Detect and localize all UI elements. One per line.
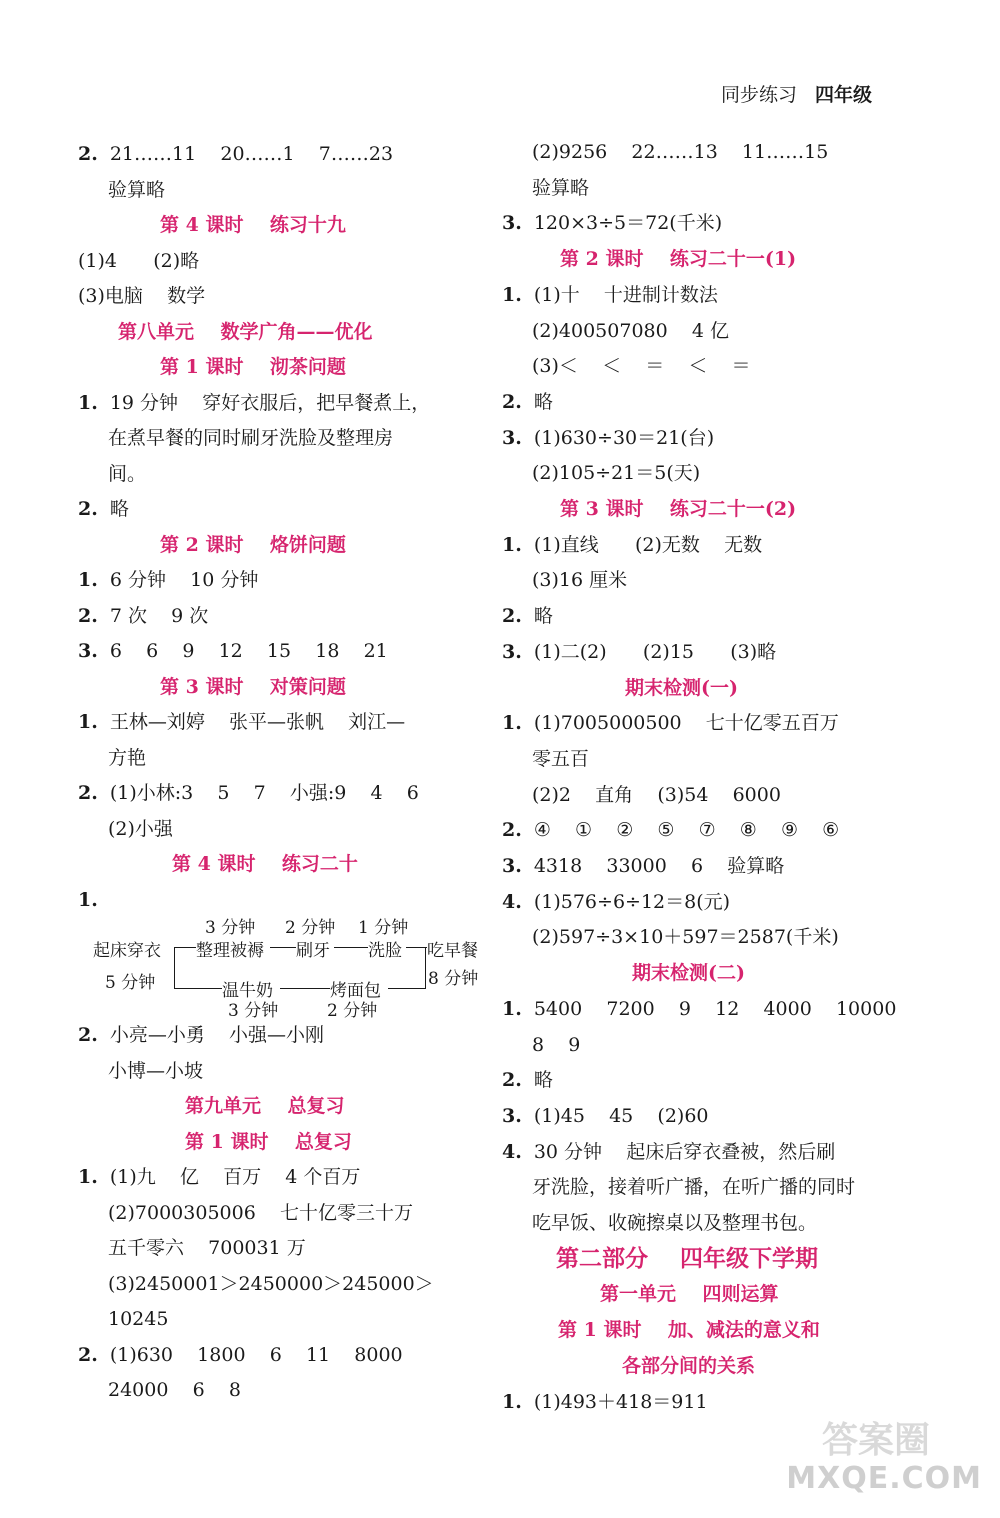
answer-line: 零五百	[532, 747, 590, 770]
time-bot1: 3 分钟	[228, 1001, 279, 1021]
answer-line: 10245	[108, 1308, 169, 1330]
answer-line: (2)105÷21＝5(天)	[532, 462, 701, 485]
answer-item	[502, 1104, 709, 1128]
line-top-a	[174, 947, 196, 948]
answer-item	[502, 1068, 553, 1092]
line-top-d	[406, 947, 427, 948]
answer-line: 在煮早餐的同时刷牙洗脸及整理房	[108, 427, 394, 449]
answer-item	[78, 1023, 324, 1047]
answer-item	[78, 710, 405, 734]
answer-line: 小博—小坡	[108, 1059, 204, 1082]
answer-item	[502, 426, 714, 450]
item-number: 1.	[78, 1166, 98, 1188]
section-heading: 第 4 课时 练习十九	[160, 214, 346, 236]
item-number: 2.	[78, 498, 98, 520]
section-heading: 第 3 课时 练习二十一(2)	[560, 498, 797, 520]
item-text: ④ ① ② ⑤ ⑦ ⑧ ⑨ ⑥	[533, 819, 840, 842]
answer-line: (2)小强	[108, 817, 173, 840]
answer-item	[78, 1343, 403, 1367]
item-number: 1.	[502, 283, 522, 306]
answer-line: (2)9256 22……13 11……15	[532, 141, 829, 163]
item-number: 1.	[78, 391, 98, 414]
section-heading: 第 2 课时 练习二十一(1)	[560, 248, 797, 271]
item-number: 2.	[78, 782, 98, 804]
item-text: 7 次 9 次	[109, 604, 209, 627]
item-number: 2.	[78, 1343, 98, 1366]
section-heading: 第 1 课时 总复习	[185, 1130, 352, 1153]
item-text: 19 分钟 穿好衣服后，把早餐煮上，	[109, 391, 431, 414]
item-text: 王林—刘婷 张平—张帆 刘江—	[109, 711, 406, 733]
item-number: 3.	[502, 1104, 522, 1127]
answer-item	[78, 888, 110, 912]
item-number: 4.	[502, 890, 522, 913]
answer-line: 五千零六 700031 万	[108, 1237, 306, 1259]
schedule-diagram	[90, 910, 500, 1020]
item-number: 1.	[78, 888, 98, 911]
answer-item	[502, 211, 722, 235]
answer-item	[502, 604, 553, 628]
item-number: 3.	[502, 640, 522, 663]
answer-item	[78, 391, 430, 415]
line-right-v	[425, 947, 426, 989]
section-heading: 第 1 课时 沏茶问题	[160, 356, 346, 378]
step-start: 起床穿衣	[93, 941, 161, 961]
item-text: 略	[533, 390, 553, 413]
item-number: 3.	[502, 212, 522, 235]
item-number: 3.	[502, 855, 522, 877]
answer-item	[502, 533, 762, 557]
section-heading: 第八单元 数学广角——优化	[118, 320, 373, 343]
answer-item	[502, 390, 553, 414]
item-text: (1)493＋418＝911	[533, 1390, 708, 1413]
item-number: 3.	[78, 640, 98, 662]
answer-item	[502, 711, 839, 735]
item-text: 4318 33000 6 验算略	[533, 855, 785, 877]
answer-line: 牙洗脸，接着听广播，在听广播的同时	[532, 1176, 856, 1199]
answer-item	[78, 604, 208, 628]
item-number: 4.	[502, 1140, 522, 1163]
time-right: 8 分钟	[428, 969, 479, 989]
answer-line: 方艳	[108, 746, 147, 769]
answer-line: (2)2 直角 (3)54 6000	[532, 783, 781, 806]
item-text: (1)二(2) (2)15 (3)略	[533, 640, 777, 663]
item-number: 1.	[502, 1390, 522, 1413]
answer-item	[502, 1390, 708, 1414]
answer-line: (3)＜ ＜ ＝ ＜ ＝	[532, 355, 751, 378]
answer-item	[502, 997, 896, 1021]
section-heading: 第 4 课时 练习二十	[172, 853, 358, 875]
step-bot1: 温牛奶	[222, 981, 273, 1001]
answer-item	[78, 639, 388, 663]
item-text: (1)直线 (2)无数 无数	[533, 533, 763, 556]
watermark-logo: 答案圈	[821, 1420, 930, 1461]
item-text: (1)630÷30＝21(台)	[533, 426, 715, 449]
time-left: 5 分钟	[105, 973, 156, 993]
answer-line: 8 9	[532, 1033, 581, 1056]
item-text: 小亮—小勇 小强—小刚	[109, 1024, 325, 1046]
line-bot-a	[174, 988, 222, 989]
item-text: 6 6 9 12 15 18 21	[109, 640, 388, 662]
answer-item	[502, 890, 730, 914]
step-top2: 刷牙	[296, 941, 330, 961]
line-bot-b	[280, 988, 330, 989]
line-bot-c	[388, 988, 425, 989]
answer-item	[502, 818, 839, 842]
item-number: 1.	[502, 997, 522, 1020]
time-top2: 2 分钟	[285, 918, 336, 938]
item-text: 略	[109, 498, 129, 520]
item-text: (1)九 亿 百万 4 个百万	[109, 1166, 361, 1188]
item-text: 5400 7200 9 12 4000 10000	[533, 997, 897, 1020]
answer-line: (1)4 (2)略	[78, 249, 200, 272]
item-text: 略	[533, 1069, 553, 1092]
section-heading: 第九单元 总复习	[185, 1095, 345, 1117]
section-heading: 第 1 课时 加、减法的意义和	[558, 1319, 820, 1342]
item-number: 1.	[78, 569, 98, 591]
watermark-site: MXQE.COM	[786, 1461, 982, 1496]
item-number: 1.	[502, 712, 522, 735]
time-bot2: 2 分钟	[327, 1001, 378, 1021]
answer-item	[78, 568, 258, 592]
answer-item	[78, 142, 393, 166]
section-heading: 期末检测(二)	[632, 962, 745, 985]
item-text: (1)630 1800 6 11 8000	[109, 1343, 403, 1366]
item-number: 2.	[78, 1024, 98, 1046]
section-heading: 第二部分 四年级下学期	[556, 1244, 819, 1272]
item-number: 2.	[502, 605, 522, 628]
answer-item	[502, 854, 784, 878]
answer-line: 验算略	[108, 178, 166, 201]
section-heading: 第一单元 四则运算	[600, 1283, 779, 1306]
item-text: (1)45 45 (2)60	[533, 1104, 709, 1127]
grade-label: 四年级	[814, 84, 872, 106]
answer-line: 24000 6 8	[108, 1379, 241, 1401]
item-text: 略	[533, 605, 553, 628]
answer-item	[502, 1140, 835, 1164]
answer-item	[502, 640, 776, 664]
item-number: 1.	[502, 533, 522, 556]
item-text: 30 分钟 起床后穿衣叠被，然后刷	[533, 1140, 836, 1163]
item-text: (1)十 十进制计数法	[533, 283, 718, 306]
answer-item	[78, 781, 419, 805]
step-top1: 整理被褥	[196, 941, 264, 961]
item-text: (1)小林:3 5 7 小强:9 4 6	[109, 782, 419, 804]
item-number: 2.	[502, 390, 522, 413]
time-top3: 1 分钟	[358, 918, 409, 938]
item-text: (1)576÷6÷12＝8(元)	[533, 890, 731, 913]
answer-line: (3)电脑 数学	[78, 285, 206, 307]
item-number: 2.	[78, 143, 98, 165]
section-heading: 第 3 课时 对策问题	[160, 675, 346, 698]
page-header	[721, 80, 872, 107]
answer-item	[502, 283, 718, 307]
answer-line: (2)400507080 4 亿	[532, 319, 729, 342]
line-left-v	[174, 947, 175, 989]
item-number: 2.	[502, 819, 522, 842]
item-text: 120×3÷5＝72(千米)	[533, 212, 723, 235]
line-top-b	[270, 947, 296, 948]
answer-line: (2)597÷3×10＋597＝2587(千米)	[532, 926, 839, 949]
answer-line: 验算略	[532, 176, 590, 199]
answer-line: (3)2450001＞2450000＞245000＞	[108, 1272, 434, 1295]
section-heading: 期末检测(一)	[625, 676, 738, 699]
item-text: 21……11 20……1 7……23	[109, 143, 394, 165]
line-top-c	[334, 947, 368, 948]
book-title: 同步练习	[720, 84, 797, 106]
item-number: 3.	[502, 426, 522, 449]
answer-line: 间。	[108, 462, 147, 485]
answer-item	[78, 497, 129, 521]
time-top1: 3 分钟	[205, 918, 256, 938]
section-heading: 第 2 课时 烙饼问题	[160, 533, 346, 556]
step-end: 吃早餐	[427, 941, 478, 961]
answer-line: (2)7000305006 七十亿零三十万	[108, 1201, 413, 1224]
answer-item	[78, 1165, 360, 1189]
step-bot2: 烤面包	[330, 981, 381, 1001]
item-text: (1)7005000500 七十亿零五百万	[533, 712, 839, 735]
item-text: 6 分钟 10 分钟	[109, 569, 259, 591]
step-top3: 洗脸	[368, 941, 402, 961]
item-number: 1.	[78, 711, 98, 733]
item-number: 2.	[502, 1069, 522, 1092]
answer-line: (3)16 厘米	[532, 569, 628, 592]
section-heading: 各部分间的关系	[622, 1354, 756, 1377]
answer-line: 吃早饭、收碗擦桌以及整理书包。	[532, 1212, 818, 1234]
item-number: 2.	[78, 604, 98, 627]
